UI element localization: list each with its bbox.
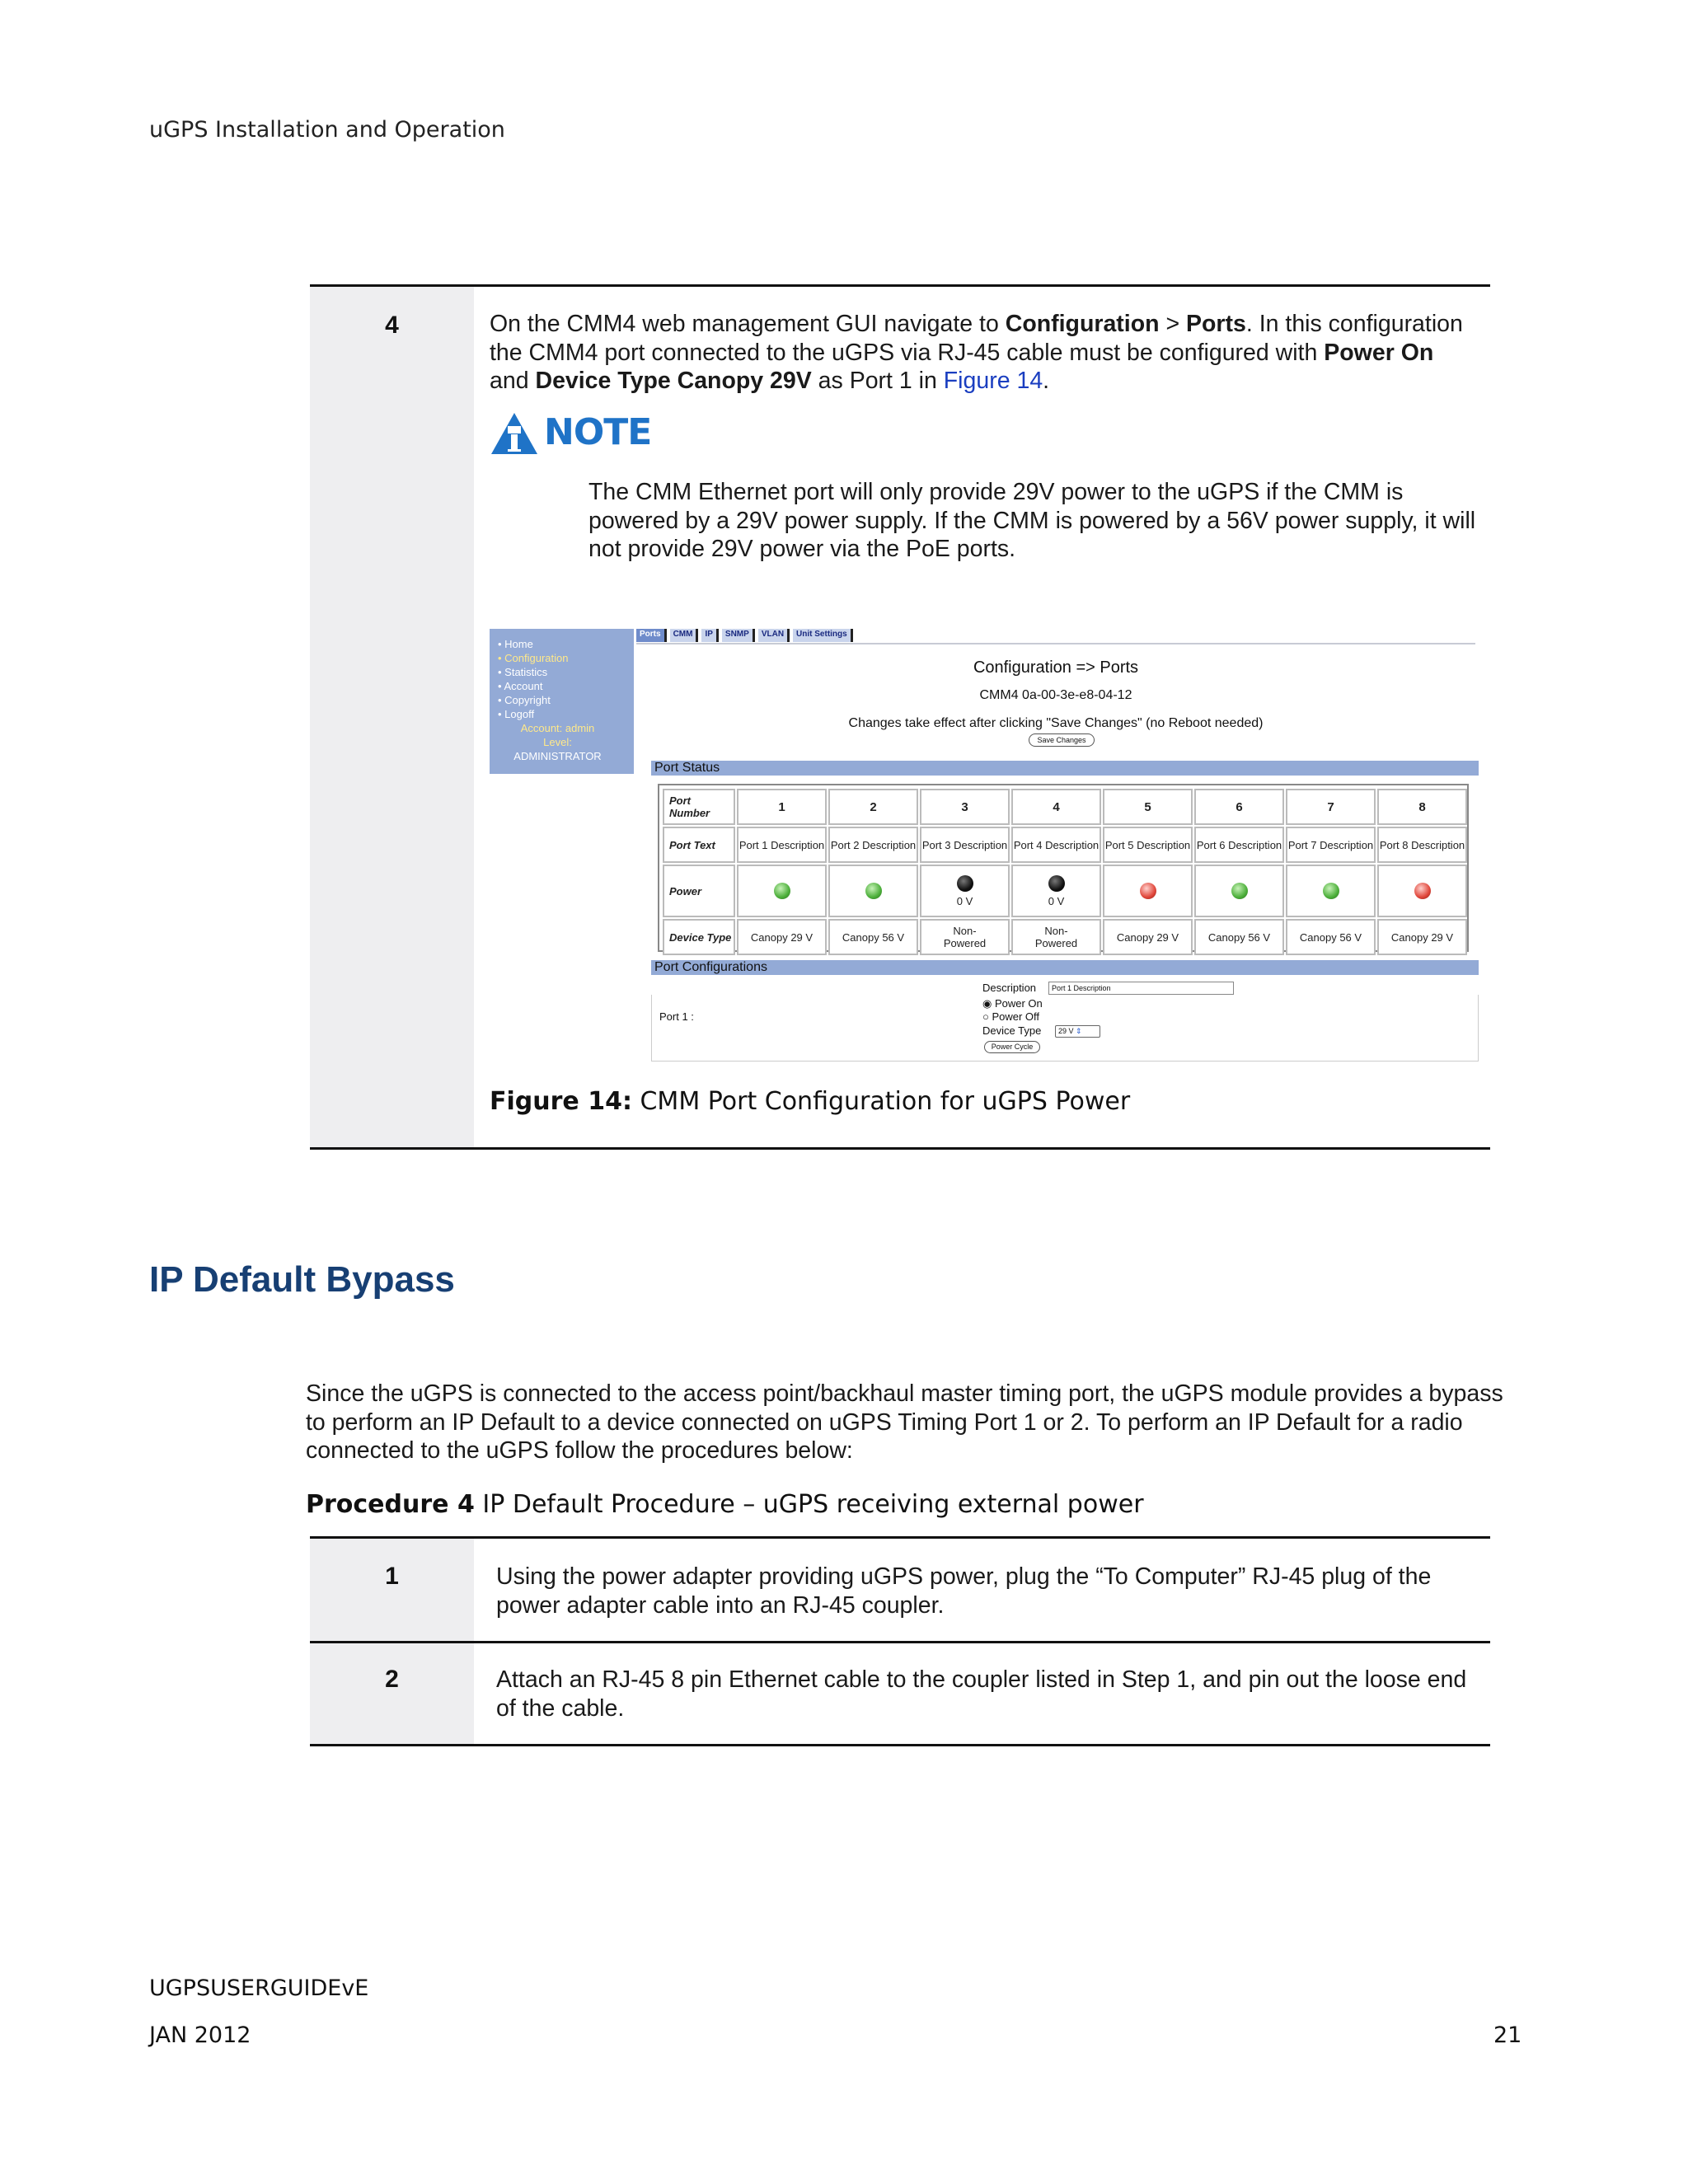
warning-triangle-icon [490, 411, 539, 456]
figure-14-link[interactable]: Figure 14 [943, 368, 1043, 394]
gui-port-power-cell [1286, 865, 1376, 917]
procedure-step-text: Attach an RJ-45 8 pin Ethernet cable to the coupler listed in Step 1, and pin out the loose end of the cable. [496, 1666, 1467, 1722]
gui-role: ADMINISTRATOR [513, 750, 602, 762]
gui-tab-cmm[interactable]: CMM [670, 629, 699, 642]
gui-tab-rule [636, 643, 1475, 644]
gui-port-number-cell: 3 [920, 789, 1010, 825]
gui-port-power-cell [828, 865, 918, 917]
gui-row-header: Port Number [663, 789, 735, 825]
procedure-step-2 [310, 1643, 1490, 1744]
gui-port-text-cell: Port 8 Description [1377, 827, 1467, 863]
power-led-icon [1140, 883, 1156, 899]
gui-row-header: Device Type [663, 919, 735, 955]
power-led-icon [865, 883, 882, 899]
procedure-step-1 [310, 1539, 1490, 1641]
power-led-icon [774, 883, 790, 899]
procedure-title: Procedure 4 IP Default Procedure – uGPS receiving external power [306, 1490, 1144, 1519]
gui-port-voltage: 0 V [956, 894, 973, 907]
note-label: NOTE [544, 411, 652, 453]
gui-tab-ip[interactable]: IP [701, 629, 718, 642]
gui-port-power-cell [1103, 865, 1193, 917]
power-led-icon [1231, 883, 1248, 899]
gui-device-id: CMM4 0a-00-3e-e8-04-12 [979, 688, 1132, 702]
gui-port-power-cell [737, 865, 827, 917]
gui-port-device-type-cell: Non-Powered [920, 919, 1010, 955]
menu-configuration: Configuration [1005, 311, 1160, 337]
footer-date: JAN 2012 [149, 2022, 251, 2048]
gui-port-power-cell [1194, 865, 1284, 917]
gui-port-text-cell: Port 3 Description [920, 827, 1010, 863]
gui-power-off-radio[interactable]: ○ Power Off [982, 1010, 1040, 1023]
gui-row-header: Port Text [663, 827, 735, 863]
gui-power-on-radio[interactable]: ◉ Power On [982, 997, 1043, 1010]
gui-tabs [636, 629, 853, 642]
gui-port-text-cell: Port 1 Description [737, 827, 827, 863]
gui-port-text-cell: Port 5 Description [1103, 827, 1193, 863]
gui-tab-snmp[interactable]: SNMP [722, 629, 755, 642]
page-number: 21 [1493, 2022, 1522, 2048]
procedure-step-number: 1 [385, 1563, 399, 1590]
gui-port-number-cell: 8 [1377, 789, 1467, 825]
gui-port-number-cell: 7 [1286, 789, 1376, 825]
gui-port-number-cell: 1 [737, 789, 827, 825]
cmm4-gui-screenshot [490, 629, 1475, 1062]
gui-row-header: Power [663, 865, 735, 917]
gui-port-device-type-cell: Canopy 29 V [1103, 919, 1193, 955]
gui-nav-configuration[interactable]: • Configuration [498, 651, 634, 665]
gui-tab-ports[interactable]: Ports [636, 629, 667, 642]
gui-nav-copyright[interactable]: • Copyright [498, 693, 634, 707]
gui-port-text-cell: Port 7 Description [1286, 827, 1376, 863]
gui-nav-statistics[interactable]: • Statistics [498, 665, 634, 679]
gui-device-type-select[interactable]: 29 V ⇕ [1055, 1025, 1100, 1038]
gui-description-input[interactable]: Port 1 Description [1048, 982, 1234, 995]
procedure-step-number-cell [310, 1539, 474, 1641]
gui-tab-unit-settings[interactable]: Unit Settings [793, 629, 853, 642]
gui-port-power-cell [1377, 865, 1467, 917]
gui-nav-panel [490, 629, 634, 774]
gui-save-changes-button[interactable]: Save Changes [1029, 733, 1095, 747]
gui-tab-vlan[interactable]: VLAN [758, 629, 790, 642]
footer-doc-id: UGPSUSERGUIDEvE [149, 1975, 369, 2001]
table-bottom-rule [310, 1147, 1490, 1150]
gui-port-number-cell: 2 [828, 789, 918, 825]
gui-port-status-bar: Port Status [651, 761, 1479, 776]
gui-port-number-cell: 5 [1103, 789, 1193, 825]
gui-port-power-cell [1011, 865, 1101, 917]
procedure-bottom-rule [310, 1744, 1490, 1746]
gui-port-power-cell [920, 865, 1010, 917]
procedure-step-number: 2 [385, 1666, 399, 1693]
chevron-updown-icon: ⇕ [1076, 1027, 1082, 1035]
step-number-cell [310, 287, 474, 1147]
procedure-step-text-cell [474, 1539, 1490, 1641]
power-led-icon [1323, 883, 1339, 899]
gui-port-device-type-cell: Canopy 56 V [828, 919, 918, 955]
section-heading: IP Default Bypass [149, 1259, 455, 1300]
gui-level-label: Level: [543, 736, 572, 748]
gui-port-config-bar: Port Configurations [651, 960, 1479, 975]
gui-port-text-cell: Port 2 Description [828, 827, 918, 863]
menu-ports: Ports [1186, 311, 1246, 337]
gui-port-status-grid [658, 784, 1469, 952]
gui-changes-note: Changes take effect after clicking "Save Changes" (no Reboot needed) [848, 716, 1264, 730]
gui-description-label: Description [982, 982, 1037, 994]
gui-port-number-cell: 6 [1194, 789, 1284, 825]
intro-paragraph: Since the uGPS is connected to the access point/backhaul master timing port, the uGPS module provides a bypass to perform an IP Default to a device connected on uGPS Timing Port 1 or 2. To perform an IP Default for a radio connected to the uGPS follow the procedures below: [306, 1380, 1503, 1464]
step-number: 4 [385, 312, 399, 339]
figure-caption: Figure 14: CMM Port Configuration for uGPS Power [490, 1087, 1131, 1116]
gui-nav-account[interactable]: • Account [498, 679, 634, 693]
gui-nav-home[interactable]: • Home [498, 637, 634, 651]
gui-port-text-cell: Port 6 Description [1194, 827, 1284, 863]
power-led-icon [1414, 883, 1431, 899]
gui-power-cycle-button[interactable]: Power Cycle [984, 1041, 1040, 1053]
gui-account: Account: admin [520, 722, 595, 734]
gui-port-device-type-cell: Canopy 29 V [737, 919, 827, 955]
procedure-step-text-cell [474, 1643, 1490, 1744]
power-led-icon [1048, 875, 1065, 892]
gui-port-device-type-cell: Canopy 56 V [1194, 919, 1284, 955]
step-4-text: On the CMM4 web management GUI navigate to Configuration > Ports. In this configuration the CMM4 port connected to the uGPS via RJ-45 cable must be configured with Power On and Device Type Canopy 29V as Port 1 in Figure 14. [490, 311, 1463, 394]
note-text: The CMM Ethernet port will only provide 29V power to the uGPS if the CMM is powered by a 29V power supply. If the CMM is powered by a 56V power supply, it will not provide 29V power via the PoE ports. [588, 479, 1476, 562]
gui-port-device-type-cell: Canopy 56 V [1286, 919, 1376, 955]
gui-page-title: Configuration => Ports [973, 658, 1139, 677]
gui-port-number-cell: 4 [1011, 789, 1101, 825]
gui-port-device-type-cell: Canopy 29 V [1377, 919, 1467, 955]
gui-port1-label: Port 1 : [659, 1010, 694, 1023]
gui-nav-logoff[interactable]: • Logoff [498, 707, 634, 721]
gui-port-device-type-cell: Non-Powered [1011, 919, 1101, 955]
gui-port-voltage: 0 V [1048, 894, 1065, 907]
procedure-step-text: Using the power adapter providing uGPS power, plug the “To Computer” RJ-45 plug of the power adapter cable into an RJ-45 coupler. [496, 1563, 1432, 1619]
power-led-icon [957, 875, 973, 892]
procedure-step-number-cell [310, 1643, 474, 1744]
running-header: uGPS Installation and Operation [149, 117, 505, 143]
gui-device-type-label: Device Type [982, 1024, 1042, 1037]
gui-port-text-cell: Port 4 Description [1011, 827, 1101, 863]
